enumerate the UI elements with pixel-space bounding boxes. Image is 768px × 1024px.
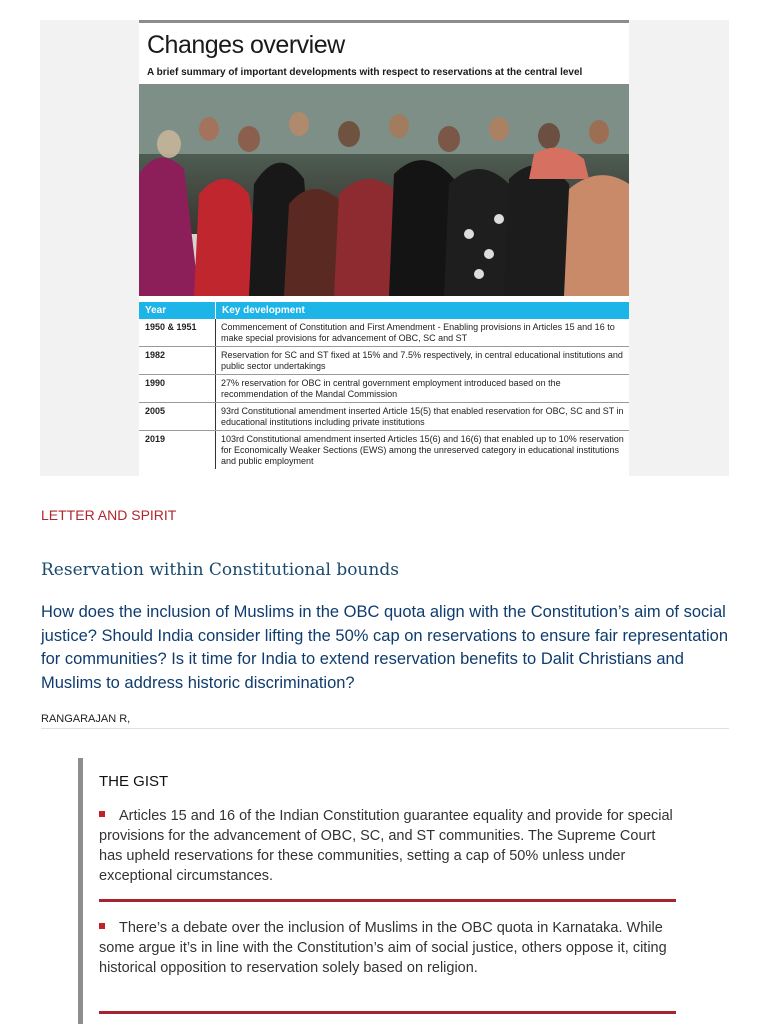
table-row (139, 347, 629, 375)
row-development: Commencement of Constitution and First Amendment - Enabling provisions in Articles 15 and 16 to make special provisions for advancement of OBC, SC and ST (215, 319, 629, 346)
table-row (139, 319, 629, 347)
crowd-photo (139, 84, 629, 296)
row-year: 1990 (145, 378, 166, 388)
article-deck: How does the inclusion of Muslims in the OBC quota align with the Constitution’s aim of social justice? Should India consider lifting the 50% cap on reservations to ensure fair representation for communities? Is it time for India to extend reservation benefits to Dalit Christians and Muslims to address historic discrimination? (41, 603, 728, 692)
gist-side-bar (78, 758, 83, 1024)
column-header-development: Key development (215, 302, 629, 319)
infographic-title: Changes overview (147, 31, 345, 59)
gist-item-text: Articles 15 and 16 of the Indian Constitution guarantee equality and provide for special provisions for the advancement of OBC, SC, and ST communities. The Supreme Court has upheld reservations for these communities, setting a cap of 50% unless under exceptional circumstances. (99, 808, 673, 884)
developments-table (139, 302, 629, 469)
infographic-card (139, 20, 629, 479)
author-byline-link[interactable]: RANGARAJAN R, (41, 713, 131, 725)
gist-divider (99, 1011, 676, 1014)
table-row (139, 431, 629, 469)
row-development: Reservation for SC and ST fixed at 15% and 7.5% respectively, in central educational institutions and public sector undertakings (215, 347, 629, 374)
gist-item-text: There’s a debate over the inclusion of Muslims in the OBC quota in Karnataka. While some argue it’s in line with the Constitution’s aim of social justice, others oppose it, citing historical opposition to reservation solely based on religion. (99, 920, 667, 976)
row-development: 93rd Constitutional amendment inserted Article 15(5) that enabled reservation for OBC, SC and ST in educational institutions including private institutions (215, 403, 629, 430)
row-year: 1982 (145, 350, 166, 360)
crowd-photo-illustration (139, 84, 629, 296)
table-row (139, 403, 629, 431)
infographic-subtitle: A brief summary of important developments with respect to reservations at the central level (147, 67, 583, 78)
column-header-year: Year (145, 305, 167, 316)
bullet-icon (99, 923, 105, 929)
row-year: 1950 & 1951 (145, 322, 197, 332)
gist-item (99, 918, 679, 978)
bullet-icon (99, 811, 105, 817)
section-kicker-link[interactable]: LETTER AND SPIRIT (41, 507, 177, 523)
byline-divider (41, 728, 729, 729)
row-development: 27% reservation for OBC in central government employment introduced based on the recommendation of the Mandal Commission (215, 375, 629, 402)
row-year: 2019 (145, 434, 166, 444)
row-development: 103rd Constitutional amendment inserted Articles 15(6) and 16(6) that enabled up to 10% reservation for Economically Weaker Sections (EWS) among the unreserved category in educational institutions and public employment (215, 431, 629, 469)
gist-item (99, 806, 679, 886)
table-row (139, 375, 629, 403)
gist-divider (99, 899, 676, 902)
article-headline: Reservation within Constitutional bounds (41, 560, 399, 580)
table-header (139, 302, 629, 319)
row-year: 2005 (145, 406, 166, 416)
gist-title: THE GIST (99, 773, 169, 790)
infographic-panel (40, 20, 729, 476)
